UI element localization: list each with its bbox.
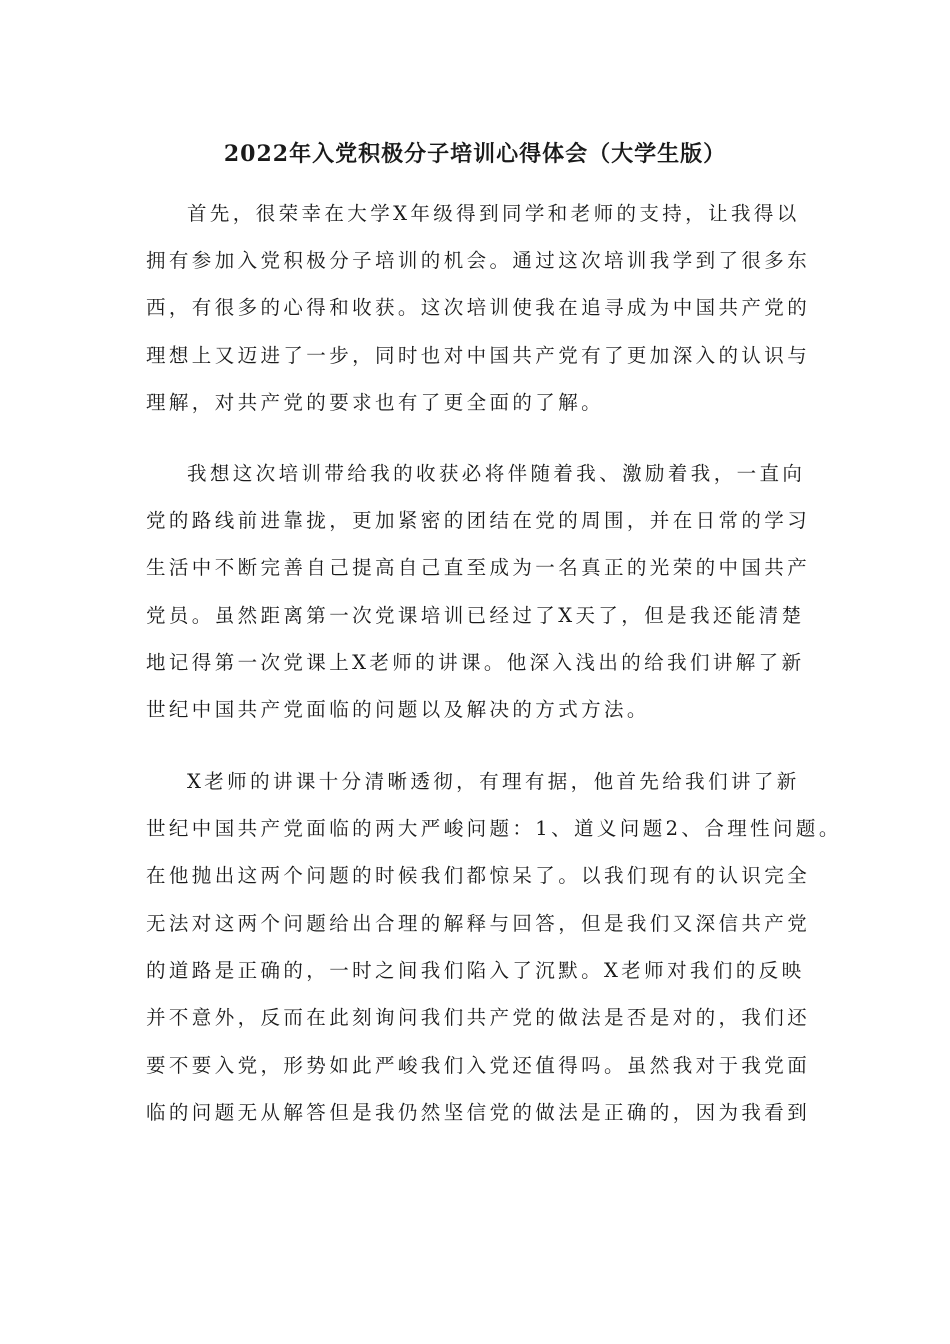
paragraph-line: 党员。虽然距离第一次党课培训已经过了X天了，但是我还能清楚 [146,604,805,627]
paragraph-line: 世纪中国共产党面临的两大严峻问题：1、道义问题2、合理性问题。 [146,817,842,840]
paragraph-line: 我想这次培训带给我的收获必将伴随着我、激励着我，一直向 [187,462,806,485]
paragraph-line: 西，有很多的心得和收获。这次培训使我在追寻成为中国共产党的 [146,296,811,319]
paragraph-line: 临的问题无从解答但是我仍然坚信党的做法是正确的，因为我看到 [146,1101,811,1124]
paragraph-line: 生活中不断完善自己提高自己直至成为一名真正的光荣的中国共产 [146,556,811,579]
paragraph-line: 首先，很荣幸在大学X年级得到同学和老师的支持，让我得以 [187,202,800,225]
paragraph-line: X老师的讲课十分清晰透彻，有理有据，他首先给我们讲了新 [187,770,800,793]
paragraph-line: 地记得第一次党课上X老师的讲课。他深入浅出的给我们讲解了新 [146,651,805,674]
paragraph-line: 要不要入党，形势如此严峻我们入党还值得吗。虽然我对于我党面 [146,1054,811,1077]
paragraph-line: 无法对这两个问题给出合理的解释与回答，但是我们又深信共产党 [146,912,811,935]
paragraph-line: 在他抛出这两个问题的时候我们都惊呆了。以我们现有的认识完全 [146,864,811,887]
paragraph-line: 党的路线前进靠拢，更加紧密的团结在党的周围，并在日常的学习 [146,509,811,532]
paragraph-line: 并不意外，反而在此刻询问我们共产党的做法是否是对的，我们还 [146,1006,811,1029]
paragraph-line: 理解，对共产党的要求也有了更全面的了解。 [146,391,605,414]
paragraph-line: 的道路是正确的，一时之间我们陷入了沉默。X老师对我们的反映 [146,959,805,982]
paragraph-line: 理想上又迈进了一步，同时也对中国共产党有了更加深入的认识与 [146,344,811,367]
paragraph-line: 世纪中国共产党面临的问题以及解决的方式方法。 [146,698,650,721]
paragraph-line: 拥有参加入党积极分子培训的机会。通过这次培训我学到了很多东 [146,249,811,272]
document-title: 2022年入党积极分子培训心得体会（大学生版） [223,141,727,167]
